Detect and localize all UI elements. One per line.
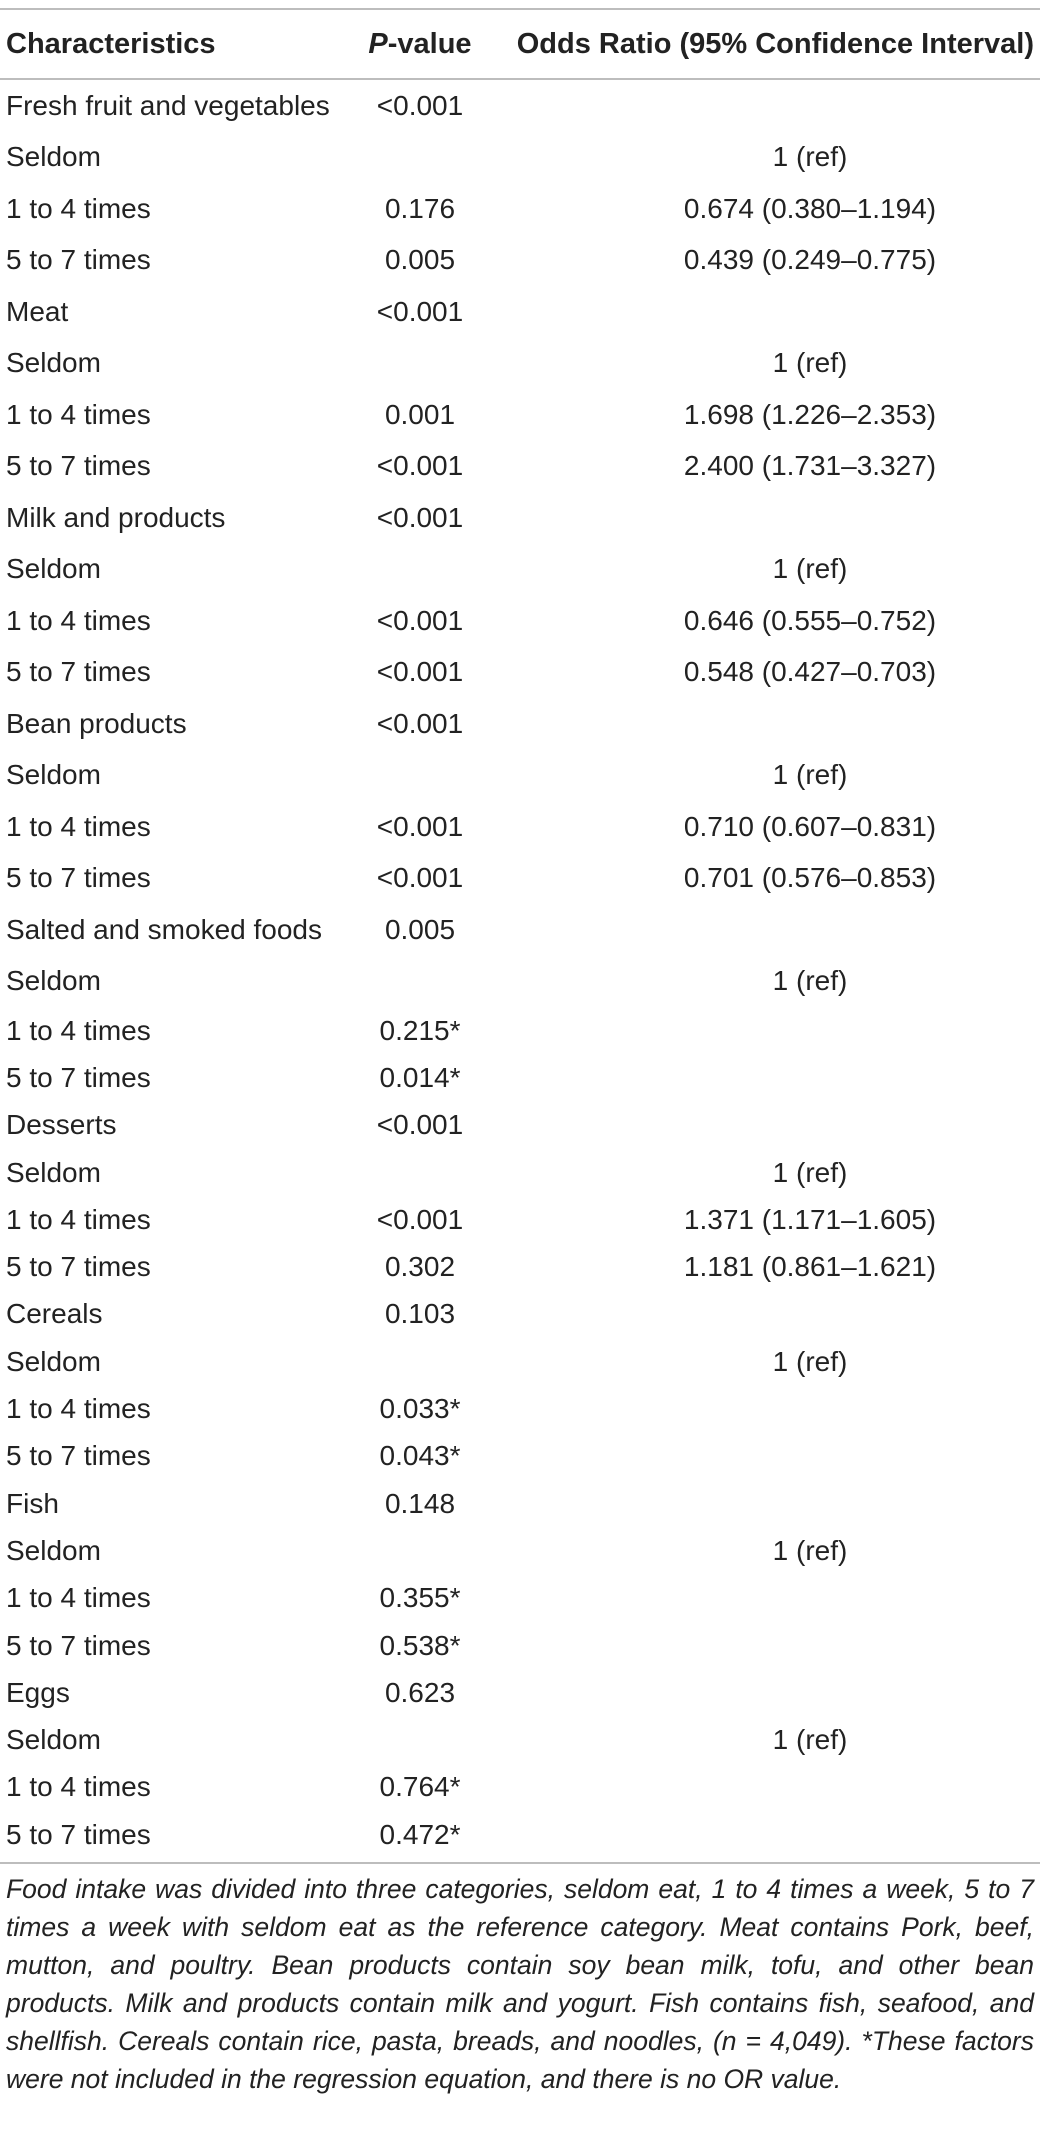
table-row (0, 853, 1040, 905)
header-row (0, 9, 1040, 79)
row-label: 1 to 4 times (6, 1582, 151, 1614)
row-p-value: 0.005 (384, 913, 456, 945)
row-p-value: 0.176 (384, 192, 456, 224)
row-label: Fish (6, 1487, 59, 1519)
header-p-italic: P (368, 27, 388, 60)
row-odds-ratio (495, 79, 1040, 132)
row-label: 5 to 7 times (6, 1629, 151, 1661)
row-p-value: 0.623 (384, 1676, 456, 1708)
table-row (0, 647, 1040, 699)
row-p-value: <0.001 (376, 656, 464, 688)
table-footnote: Food intake was divided into three categories, seldom eat, 1 to 4 times a week, 5 to 7 times a week with seldom eat as the reference category. Meat contains Pork, beef, mutton, and poultry. Bean products contain soy bean milk, tofu, and other bean products. Milk and products contain milk and yogurt. Fish contains fish, seafood, and shellfish. Cereals contain rice, pasta, breads, and noodles, (n = 4,049). *These factors were not included in the regression equation, and there is no OR value. (6, 1874, 1034, 2095)
row-label: Desserts (6, 1109, 117, 1141)
table-row (0, 235, 1040, 287)
row-odds-ratio (495, 1007, 1040, 1054)
row-odds-ratio (495, 1385, 1040, 1432)
row-label: Eggs (6, 1676, 70, 1708)
row-label: 5 to 7 times (6, 244, 151, 276)
table-row (0, 956, 1040, 1008)
row-odds-ratio: 1 (ref) (772, 759, 848, 791)
row-label: 5 to 7 times (6, 1251, 151, 1283)
row-odds-ratio (495, 286, 1040, 338)
row-odds-ratio: 1 (ref) (772, 141, 848, 173)
row-label: Seldom (6, 1724, 101, 1756)
odds-ratio-table (0, 8, 1040, 1858)
table-row (0, 389, 1040, 441)
row-p-value (345, 1527, 495, 1574)
row-p-value: 0.005 (384, 244, 456, 276)
row-odds-ratio: 0.701 (0.576–0.853) (683, 862, 937, 894)
header-characteristics: Characteristics (0, 9, 345, 79)
row-p-value: 0.033* (379, 1393, 461, 1425)
row-p-value: <0.001 (376, 707, 464, 739)
header-p-value (345, 9, 495, 79)
table-row (0, 1764, 1040, 1811)
table-body (0, 79, 1040, 1858)
row-p-value: 0.538* (379, 1629, 461, 1661)
header-p-rest: -value (387, 27, 472, 60)
row-odds-ratio: 2.400 (1.731–3.327) (683, 450, 937, 482)
row-label: Seldom (6, 347, 101, 379)
row-odds-ratio (495, 1054, 1040, 1101)
row-p-value (345, 338, 495, 390)
row-p-value: <0.001 (376, 450, 464, 482)
row-odds-ratio: 1 (ref) (772, 965, 848, 997)
row-p-value: <0.001 (376, 810, 464, 842)
row-odds-ratio (495, 1433, 1040, 1480)
table-row (0, 492, 1040, 544)
table-row (0, 1716, 1040, 1763)
row-label: Meat (6, 295, 69, 327)
table-row (0, 1196, 1040, 1243)
row-label: 5 to 7 times (6, 862, 151, 894)
row-odds-ratio: 1.698 (1.226–2.353) (683, 398, 937, 430)
row-p-value: 0.215* (379, 1014, 461, 1046)
row-odds-ratio (495, 1291, 1040, 1338)
row-label: 1 to 4 times (6, 810, 151, 842)
row-p-value: <0.001 (376, 89, 464, 121)
table-row (0, 1149, 1040, 1196)
table-row (0, 1243, 1040, 1290)
row-odds-ratio (495, 1480, 1040, 1527)
table-row (0, 801, 1040, 853)
row-p-value: 0.472* (379, 1818, 461, 1850)
row-label: Seldom (6, 965, 101, 997)
header-odds-ratio: Odds Ratio (95% Confidence Interval) (495, 9, 1040, 79)
row-label: Milk and products (6, 501, 226, 533)
row-label: Seldom (6, 1156, 101, 1188)
row-p-value: 0.302 (384, 1251, 456, 1283)
row-odds-ratio: 1 (ref) (772, 1345, 848, 1377)
row-label: 5 to 7 times (6, 1061, 151, 1093)
table-row (0, 1291, 1040, 1338)
table-row (0, 698, 1040, 750)
row-p-value (345, 956, 495, 1008)
row-p-value: 0.001 (384, 398, 456, 430)
table-header (0, 9, 1040, 79)
row-p-value: <0.001 (376, 604, 464, 636)
table-figure (0, 8, 1040, 2098)
row-label: Fresh fruit and vegetables (6, 89, 330, 121)
row-label: 1 to 4 times (6, 604, 151, 636)
row-p-value: <0.001 (376, 295, 464, 327)
table-row (0, 1433, 1040, 1480)
row-p-value: <0.001 (376, 501, 464, 533)
table-row (0, 1102, 1040, 1149)
row-p-value (345, 1716, 495, 1763)
row-odds-ratio: 1 (ref) (772, 1156, 848, 1188)
row-label: Cereals (6, 1298, 103, 1330)
row-odds-ratio (495, 1669, 1040, 1716)
row-p-value: 0.043* (379, 1440, 461, 1472)
row-odds-ratio (495, 1764, 1040, 1811)
table-row (0, 1669, 1040, 1716)
row-odds-ratio: 1 (ref) (772, 1534, 848, 1566)
table-row (0, 1007, 1040, 1054)
table-row (0, 441, 1040, 493)
row-label: Salted and smoked foods (6, 913, 322, 945)
row-odds-ratio (495, 492, 1040, 544)
row-label: 1 to 4 times (6, 1203, 151, 1235)
row-p-value: <0.001 (376, 1109, 464, 1141)
row-label: 1 to 4 times (6, 1771, 151, 1803)
row-odds-ratio (495, 1575, 1040, 1622)
row-p-value (345, 750, 495, 802)
table-row (0, 1811, 1040, 1858)
row-label: 5 to 7 times (6, 450, 151, 482)
row-odds-ratio: 0.674 (0.380–1.194) (683, 192, 937, 224)
row-odds-ratio: 0.439 (0.249–0.775) (683, 244, 937, 276)
row-label: 5 to 7 times (6, 1818, 151, 1850)
table-row (0, 1480, 1040, 1527)
row-label: Seldom (6, 1345, 101, 1377)
row-odds-ratio: 1 (ref) (772, 1724, 848, 1756)
table-row (0, 595, 1040, 647)
row-odds-ratio: 1.371 (1.171–1.605) (683, 1203, 937, 1235)
table-row (0, 904, 1040, 956)
row-odds-ratio: 1 (ref) (772, 347, 848, 379)
table-row (0, 750, 1040, 802)
row-label: Bean products (6, 707, 187, 739)
row-label: 5 to 7 times (6, 656, 151, 688)
row-p-value (345, 544, 495, 596)
row-label: Seldom (6, 1534, 101, 1566)
row-p-value: 0.764* (379, 1771, 461, 1803)
table-row (0, 338, 1040, 390)
table-row (0, 1338, 1040, 1385)
row-odds-ratio: 1 (ref) (772, 553, 848, 585)
row-p-value (345, 1149, 495, 1196)
row-p-value (345, 1338, 495, 1385)
row-odds-ratio: 0.548 (0.427–0.703) (683, 656, 937, 688)
row-label: 1 to 4 times (6, 398, 151, 430)
row-p-value: <0.001 (376, 862, 464, 894)
row-label: 1 to 4 times (6, 192, 151, 224)
table-row (0, 1385, 1040, 1432)
row-odds-ratio (495, 1102, 1040, 1149)
table-row (0, 544, 1040, 596)
row-odds-ratio (495, 1622, 1040, 1669)
row-label: Seldom (6, 141, 101, 173)
row-odds-ratio (495, 1811, 1040, 1858)
row-label: Seldom (6, 759, 101, 791)
row-odds-ratio (495, 904, 1040, 956)
row-p-value: 0.148 (384, 1487, 456, 1519)
row-odds-ratio (495, 698, 1040, 750)
table-row (0, 1575, 1040, 1622)
row-odds-ratio: 1.181 (0.861–1.621) (683, 1251, 937, 1283)
row-odds-ratio: 0.710 (0.607–0.831) (683, 810, 937, 842)
row-p-value: 0.103 (384, 1298, 456, 1330)
row-label: 1 to 4 times (6, 1393, 151, 1425)
row-p-value (345, 132, 495, 184)
table-row (0, 183, 1040, 235)
row-label: 5 to 7 times (6, 1440, 151, 1472)
row-label: Seldom (6, 553, 101, 585)
row-label: 1 to 4 times (6, 1014, 151, 1046)
table-row (0, 1622, 1040, 1669)
table-row (0, 1054, 1040, 1101)
table-row (0, 1527, 1040, 1574)
table-row (0, 286, 1040, 338)
row-p-value: 0.355* (379, 1582, 461, 1614)
row-p-value: 0.014* (379, 1061, 461, 1093)
row-odds-ratio: 0.646 (0.555–0.752) (683, 604, 937, 636)
table-row (0, 132, 1040, 184)
table-row (0, 79, 1040, 132)
row-p-value: <0.001 (376, 1203, 464, 1235)
